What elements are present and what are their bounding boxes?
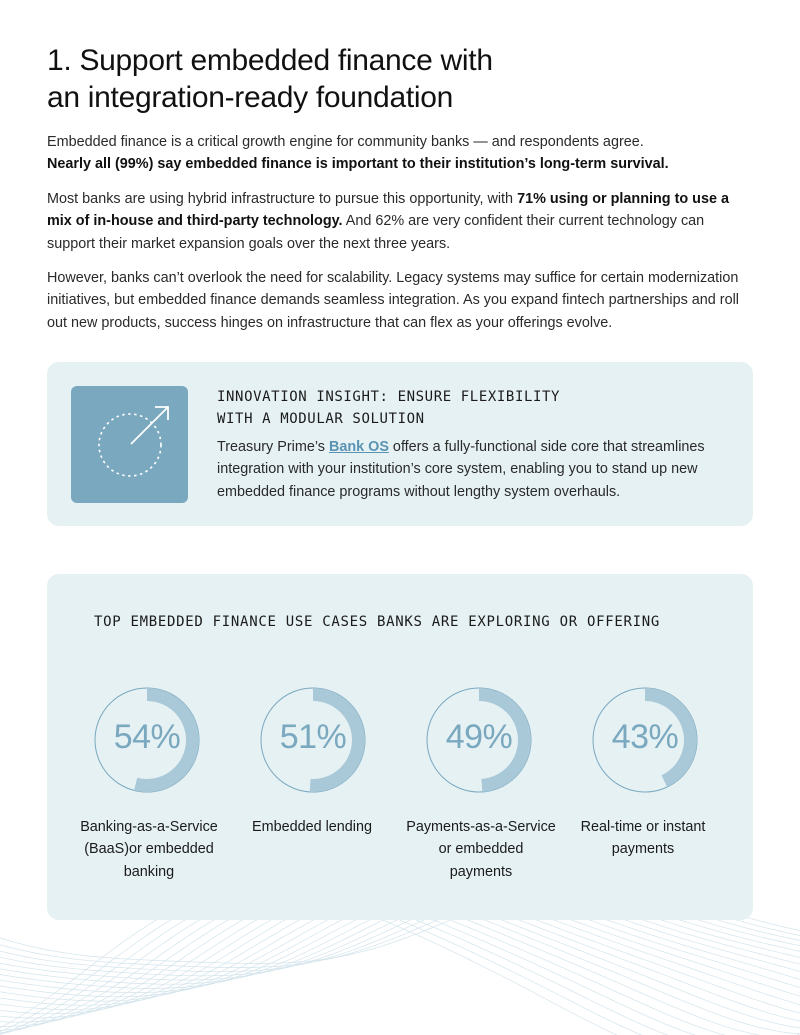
intro-paragraph: Embedded finance is a critical growth engine for community banks — and respondents agree. Nearly all (99%) say embedded finance is important to their institution’s long-term survival. — [47, 134, 669, 173]
growth-arrow-icon — [71, 386, 188, 503]
donut-label: Banking-as-a-Service (BaaS)or embedded banking — [80, 819, 218, 880]
donut-value: 43% — [611, 718, 679, 756]
survival-stat: Nearly all (99%) say embedded finance is important to their institution’s long-term survival. — [47, 156, 669, 173]
donut-label: Payments-as-a-Service or embedded payments — [406, 819, 556, 880]
donut-value: 49% — [445, 718, 513, 756]
page-content — [0, 0, 800, 334]
use-cases-card — [47, 574, 753, 920]
donut-2 — [258, 678, 378, 808]
bank-os-link[interactable]: Bank OS — [328, 439, 389, 455]
donut-label: Embedded lending — [251, 819, 373, 835]
insight-text — [217, 386, 737, 503]
donut-4 — [590, 678, 710, 808]
donut-value: 51% — [279, 718, 347, 756]
donut-label: Real-time or instant payments — [580, 819, 706, 858]
insight-title: INNOVATION INSIGHT: ENSURE FLEXIBILITY WITH A MODULAR SOLUTION — [217, 389, 561, 427]
insight-body: Treasury Prime’s Bank OS offers a fully-functional side core that streamlines integration with your institution’s core system, enabling you to stand up new embedded finance programs without lengthy system overhauls. — [217, 439, 705, 500]
use-cases-title: TOP EMBEDDED FINANCE USE CASES BANKS ARE EXPLORING OR OFFERING — [94, 614, 660, 630]
hybrid-infrastructure-paragraph: Most banks are using hybrid infrastructure to pursue this opportunity, with 71% using or planning to use a mix of in-house and third-party technology. And 62% are very confident their current technology can support their market expansion goals over the next three years. — [47, 190, 729, 252]
donut-1 — [92, 678, 212, 808]
page-title: 1. Support embedded finance with an integration-ready foundation — [47, 44, 493, 114]
scalability-paragraph: However, banks can’t overlook the need for scalability. Legacy systems may suffice for certain modernization initiatives, but embedded finance demands seamless integration. As you expand fintech partnerships and roll out new products, success hinges on infrastructure that can flex as your offerings evolve. — [47, 270, 739, 331]
hybrid-stat: 71% using or planning to use a mix of in-house and third-party technology. — [47, 190, 729, 230]
innovation-insight-card — [47, 362, 753, 526]
donut-value: 54% — [113, 718, 181, 756]
donut-3 — [424, 678, 544, 808]
